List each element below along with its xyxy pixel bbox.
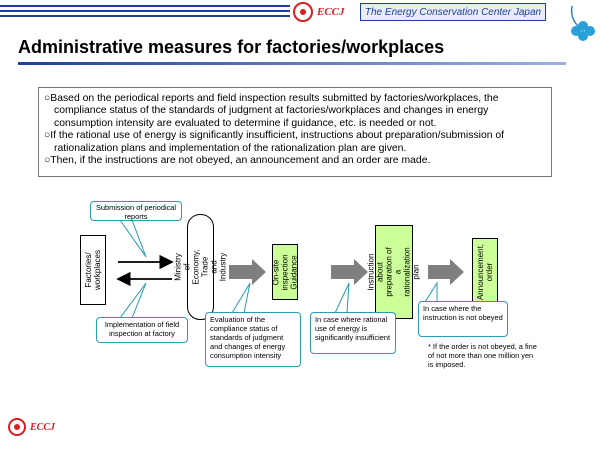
callout-evaluation: Evaluation of the compliance status of standards of judgment and changes of energy consumption intensity	[205, 312, 301, 367]
announcement-box	[472, 238, 498, 306]
ministry-box	[173, 214, 228, 320]
eccj-logo-icon	[293, 2, 313, 22]
org-name-banner: The Energy Conservation Center Japan	[360, 3, 546, 21]
info-bullet-3: ○Then, if the instructions are not obeyed, an announcement and an order are made.	[44, 155, 431, 167]
callout-rational-use: In case where rational use of energy is significantly insufficient	[310, 312, 396, 354]
fine-note: * If the order is not obeyed, a fine of not more than one million yen is imposed.	[428, 342, 537, 369]
info-bullet-1: ○Based on the periodical reports and field inspection results submitted by factories/workplaces, the compliance status of the standards of judgment at factories/workplaces and changes in energy consumption intensity are evaluated to determine if guidance, etc. is needed or not.	[44, 93, 499, 129]
gray-arrow-2	[331, 259, 368, 285]
title-underline	[18, 62, 566, 65]
callout-field-inspection: Implementation of field inspection at factory	[96, 317, 188, 343]
pointer-not-obeyed	[425, 283, 437, 302]
page-title: Administrative measures for factories/workplaces	[18, 37, 445, 57]
header-logo-text: ECCJ	[317, 6, 345, 18]
footer-logo-text: ECCJ	[30, 421, 56, 433]
onsite-inspection-label: On-site inspection Guidance	[271, 253, 299, 291]
pointer-evaluation	[232, 283, 250, 313]
callout-not-obeyed: In case where the instruction is not obeyed	[418, 301, 508, 337]
info-box	[38, 87, 552, 177]
callout-periodical-reports: Submission of periodical reports	[90, 201, 182, 221]
instruction-box	[367, 225, 422, 319]
footer-eccj-icon	[8, 418, 26, 436]
gray-arrow-1	[229, 259, 266, 285]
header-logo	[293, 2, 345, 22]
factories-label: Factories/ workplaces	[84, 249, 103, 291]
clover-icon	[568, 4, 598, 44]
pointer-field	[120, 283, 146, 318]
footer-logo	[8, 418, 55, 436]
announcement-label: Announcement, order	[476, 243, 495, 301]
factories-box	[80, 235, 106, 305]
pointer-periodical	[120, 220, 146, 257]
instruction-label: Instruction about preparation of a rationalization plan	[367, 247, 422, 297]
onsite-inspection-box	[272, 244, 298, 300]
ministry-label: Ministry of Economy, Trade and Industry	[173, 249, 228, 285]
pointer-rational	[335, 283, 349, 313]
gray-arrow-3	[428, 259, 464, 285]
header-rule	[0, 5, 290, 17]
info-bullet-2: ○If the rational use of energy is significantly insufficient, instructions about preparation/submission of rationalization plans and implementation of the rationalization plan are given.	[44, 130, 505, 154]
